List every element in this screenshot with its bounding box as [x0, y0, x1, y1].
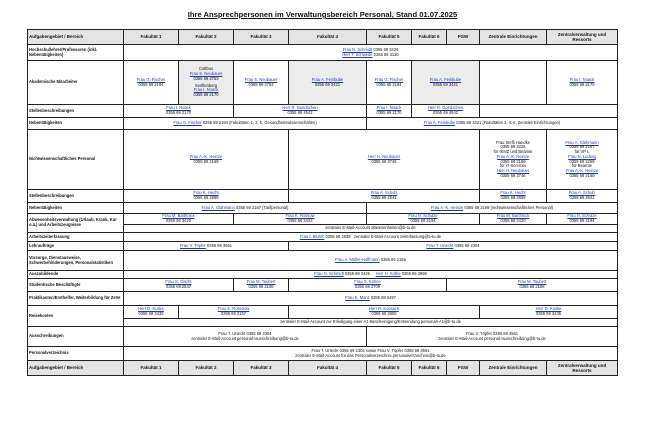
contact-link[interactable]: Herr H. Neubauer	[367, 153, 401, 159]
row-label: Nichtwissenschaftliches Personal	[28, 130, 124, 190]
contact-link[interactable]: Frau M. Barthnick	[162, 213, 195, 219]
contact-cell	[289, 61, 367, 105]
contact-cell	[124, 203, 367, 214]
col-header: Fakultät 6	[412, 30, 447, 45]
contact-link[interactable]: Frau I. Noack	[193, 87, 219, 93]
col-header: FGW	[447, 30, 480, 45]
contact-link[interactable]: Herr R. Kossack	[369, 306, 399, 312]
contact-cell	[367, 118, 618, 130]
phone-number: 0355 69 4541	[371, 195, 397, 200]
table-row	[28, 279, 618, 292]
table-row	[28, 118, 618, 130]
phone-number: 0355 69 2169	[193, 158, 219, 164]
table-row	[28, 190, 618, 203]
contact-cell	[480, 105, 618, 118]
phone-number: 0355 69 3561	[207, 242, 233, 248]
phone-number: 0355 69 3420	[500, 218, 526, 223]
contact-cell	[124, 306, 179, 319]
contact-cell	[367, 327, 618, 347]
phone-number: 0355 69 2899	[193, 195, 219, 200]
contact-cell	[547, 130, 618, 190]
contact-cell	[547, 61, 618, 105]
phone-number: 0355 69 2170	[193, 91, 219, 97]
col-header: Fakultät 1	[124, 361, 179, 376]
contact-link[interactable]: Frau M. Taubert	[246, 279, 276, 285]
email-note[interactable]: zentraler E-Mail-Account abwesenheiten@b-tu.de	[124, 225, 618, 233]
row-label: Auszubildende	[28, 271, 124, 279]
contact-link[interactable]: Frau N. Schulze	[567, 213, 597, 219]
contact-cell	[124, 347, 618, 361]
contact-text: Frau T. Urtecht 0355 69 2304	[218, 330, 272, 336]
contact-cell	[124, 214, 234, 225]
responsibility-label: für IKMZ und Beamte	[493, 149, 533, 155]
phone-number: 0355 69 2169	[500, 158, 526, 164]
col-header: Zentralverwaltung und Ressorts	[547, 361, 618, 376]
page-title: Ihre Ansprechpersonen im Verwaltungsbereich Personal, Stand 01.07.2025	[187, 10, 458, 19]
col-header: Zentrale Einrichtungen	[480, 30, 547, 45]
contact-link[interactable]: Frau A. Feinbube	[423, 120, 456, 126]
col-header: Aufgabengebiet / Bereich	[28, 361, 124, 376]
col-header: Zentralverwaltung und Ressorts	[547, 30, 618, 45]
contact-cell	[289, 190, 480, 203]
phone-number: 0355 69 3130	[373, 51, 399, 57]
contact-cell	[480, 190, 547, 203]
contact-cell	[124, 45, 618, 61]
row-label: Stellenbeschreibungen	[28, 190, 124, 203]
contact-link[interactable]: Frau A. Schulz	[568, 190, 596, 196]
responsibility-label: für Beamte	[571, 163, 593, 169]
contact-link[interactable]: Frau G. Fischer	[173, 120, 202, 126]
phone-number: 0355 69 3753	[248, 81, 274, 87]
col-header: Aufgabengebiet / Bereich	[28, 30, 124, 45]
responsibility-label: für IT-Services	[499, 163, 527, 169]
col-header: Fakultät 3	[234, 30, 289, 45]
contact-link[interactable]: Frau G. Fischer	[374, 76, 404, 82]
row-label: Nebentätigkeiten	[28, 118, 124, 130]
contact-cell	[124, 271, 618, 279]
table-row	[28, 130, 618, 190]
contact-link[interactable]: Frau N. Ludwig	[568, 153, 596, 159]
row-label: Lehraufträge	[28, 242, 124, 251]
row-label: Ausschreibungen	[28, 327, 124, 347]
contact-link[interactable]: Frau A. Müller-Hoffmann	[335, 257, 380, 263]
row-label: Vorsorge, Dienstausweise, Schwerbehinderungen, Personalstatistiken	[28, 251, 124, 271]
contact-cell	[480, 306, 618, 319]
contact-link[interactable]: Frau S. Rosenow	[217, 306, 250, 312]
contact-cell	[547, 190, 618, 203]
phone-number: 0355 69 3746	[371, 158, 397, 164]
phone-number: 0355 69 3421 (Fakultäten 3, 4, 6, Zentrale Einrichtungen)	[456, 120, 561, 126]
contact-cell	[234, 279, 289, 292]
contact-link[interactable]: Herr T. Schwede	[342, 51, 373, 57]
contact-link[interactable]: Herr R. Goedschen	[427, 105, 464, 111]
phone-number: 0355 69 2898	[401, 271, 427, 277]
col-header: Fakultät 3	[234, 361, 289, 376]
col-header: Fakultät 1	[124, 30, 179, 45]
col-header: Fakultät 4	[289, 30, 367, 45]
contact-link[interactable]: Frau S. Kühne	[354, 279, 381, 285]
location-label: Cottbus	[198, 66, 214, 72]
phone-number: 0355 69 2899	[500, 195, 526, 200]
phone-number: 0355 69 2184	[376, 81, 402, 87]
contact-cell	[480, 214, 547, 225]
phone-number: 0355 69 3426	[373, 46, 399, 52]
phone-number: 0355 69 3426	[344, 271, 370, 277]
col-header: Fakultät 5	[367, 361, 412, 376]
table-row	[28, 242, 618, 251]
contact-link[interactable]: Frau N. Schulze	[408, 213, 438, 219]
row-label: Stellenbeschreibungen	[28, 105, 124, 118]
contact-link[interactable]: Herr H. Neubauer	[496, 167, 530, 173]
contact-text: Frau T. Urtecht 0355 69 2304 sowie Frau V. Töpfer 0355 69 3561	[311, 347, 430, 353]
contact-link[interactable]: Frau A. Glahmann	[201, 204, 235, 210]
table-row	[28, 292, 618, 306]
phone-number: 0355 69 2194	[410, 218, 436, 223]
contact-cell	[367, 61, 412, 105]
col-header: FGW	[447, 361, 480, 376]
contact-link[interactable]: Herr D. Kuske	[535, 306, 562, 312]
contact-cell	[480, 130, 547, 190]
contact-link[interactable]: Frau A. Feinbube	[311, 76, 344, 82]
col-header: Zentrale Einrichtungen	[480, 361, 547, 376]
table-row	[28, 203, 618, 214]
contact-link[interactable]: Herr H. Kothe	[375, 271, 401, 277]
phone-number: 0355 69 2169 (nichtwissenschaftliches Personal)	[464, 204, 554, 210]
row-label: Nebentätigkeiten	[28, 203, 124, 214]
contact-link[interactable]: Frau I. Bluhm	[299, 233, 325, 239]
contact-cell	[124, 292, 618, 306]
contact-link[interactable]: Frau A.-K. Heinze	[430, 204, 464, 210]
contact-cell	[124, 242, 289, 251]
phone-number: 0355 69 4541	[569, 195, 595, 200]
table-row	[28, 61, 618, 105]
contact-cell	[289, 130, 480, 190]
contact-link[interactable]: Frau N. Schmidt	[314, 271, 344, 277]
contact-link[interactable]: Herr D. Kuske	[138, 306, 164, 312]
table-row	[28, 214, 618, 225]
contact-cell	[234, 214, 367, 225]
phone-number: 0355 69 3753	[193, 75, 219, 81]
row-label: Akademische Mitarbeiter	[28, 61, 124, 105]
phone-number: 0355 69 2639	[325, 233, 351, 239]
contact-cell	[367, 203, 618, 214]
email-note[interactable]: zentraler E-Mail-Account zeiterfassung@b-tu.de	[353, 233, 442, 239]
row-label: Abwesenheitsverwaltung (Urlaub, Krank, Kur o.ä.) und Arbeitszeugnisse	[28, 214, 124, 233]
phone-number: 0355 69 3497	[370, 295, 396, 301]
contact-cell	[447, 279, 618, 292]
contact-link[interactable]: Frau A. Glahmann	[565, 139, 599, 145]
contact-link[interactable]: Frau I. Noack	[166, 105, 191, 111]
phone-number: 0355 69 4542	[432, 110, 459, 115]
contact-cell	[124, 190, 289, 203]
phone-number: 0355 69 2304	[454, 242, 480, 248]
contact-link[interactable]: Frau K. Hecht	[193, 190, 219, 196]
phone-number: 0355 69 3423	[287, 218, 313, 223]
contact-link[interactable]: Frau T. Urtecht	[426, 242, 454, 248]
contact-cell	[234, 61, 289, 105]
contact-cell	[234, 105, 367, 118]
contact-cell	[124, 118, 367, 130]
header-row	[28, 30, 618, 45]
contact-link[interactable]: Frau G. Fischer	[136, 76, 166, 82]
contact-link[interactable]: Frau M. Taubert	[517, 279, 547, 285]
col-header: Fakultät 5	[367, 30, 412, 45]
contact-cell	[124, 279, 234, 292]
contact-link[interactable]: Frau I. Noack	[569, 76, 595, 82]
phone-number: 0355 69 2167	[569, 144, 595, 150]
phone-number: 0355 69 2184 (Fakultäten 1, 2, 5, Gesundheitswissenschaften)	[202, 120, 317, 126]
table-row	[28, 271, 618, 279]
phone-number: 0355 69 3421	[314, 81, 341, 87]
contact-link[interactable]: Frau I. Noack	[376, 105, 402, 111]
phone-number: 0355 69 3435	[138, 311, 164, 316]
contact-cell	[289, 279, 447, 292]
table-row	[28, 306, 618, 319]
phone-number: 0355 69 2157	[220, 311, 247, 316]
phone-number: 0355 69 3420	[165, 218, 192, 223]
email-note[interactable]: zentraler E-Mail-Account personal+ausschreibung@b-tu.de	[438, 335, 546, 341]
phone-number: 0355 69 2170	[376, 110, 402, 115]
contact-link[interactable]: Frau S. Gischt	[165, 279, 192, 285]
row-label: Hochschullehrer/Professoren (inkl. Nebentätigkeiten)	[28, 45, 124, 61]
row-label: Arbeitszeiterfassung	[28, 233, 124, 242]
phone-number: 0355 69 2167 (Tarifpersonal)	[236, 204, 289, 210]
email-note[interactable]: zentraler E-Mail-Account für das Personalverzeichnis personalverzeichnis@b-tu.de	[295, 352, 446, 358]
contact-cell	[412, 105, 480, 118]
phone-number: 0355 69 2170	[165, 110, 192, 115]
col-header: Fakultät 2	[179, 30, 234, 45]
contact-cell	[289, 242, 618, 251]
location-label: Senftenberg	[194, 82, 218, 88]
contact-cell	[124, 105, 234, 118]
row-label: Studentische Beschäftigte	[28, 279, 124, 292]
phone-number: 0355 69 3225	[500, 144, 526, 150]
email-note[interactable]: zentraler E-Mail-Account personal+ausschreibung@b-tu.de	[191, 335, 299, 341]
contact-cell	[124, 61, 179, 105]
table-row	[28, 251, 618, 271]
table-row	[28, 45, 618, 61]
phone-number: 0355 69 3709	[354, 284, 381, 289]
contact-link[interactable]: Frau A.-K. Heinze	[565, 167, 599, 173]
contact-cell	[412, 61, 480, 105]
table-row	[28, 347, 618, 361]
phone-number: 0355 69 2805	[371, 311, 397, 316]
contact-link[interactable]: Frau S. Neubauer	[189, 71, 223, 77]
phone-number: 0355 69 3421	[432, 81, 459, 87]
phone-number: 0355 69 2108	[519, 284, 545, 289]
phone-number: 0355 69 2847	[165, 284, 192, 289]
col-header: Fakultät 6	[412, 361, 447, 376]
contact-link[interactable]: Frau A.-K. Heinze	[496, 153, 530, 159]
contact-cell	[480, 61, 547, 105]
phone-number: 0355 69 2194	[569, 218, 595, 223]
phone-number: 0355 69 2108	[248, 284, 274, 289]
footer-header-row	[28, 361, 618, 376]
phone-number: 0355 69 2184	[138, 81, 164, 87]
table-row	[28, 233, 618, 242]
email-note[interactable]: zentraler E-Mail-Account zur Erledigung einer A1-Bescheinigung/Entsendung personal+A1@b-tu.de	[124, 319, 618, 327]
contact-cell	[124, 233, 618, 242]
row-label: Personalverzeichnis	[28, 347, 124, 361]
contact-link[interactable]: Frau M. Barthnick	[496, 213, 530, 219]
responsibility-label: für VP L	[574, 149, 590, 155]
contact-cell	[289, 306, 480, 319]
contact-cell	[124, 130, 289, 190]
contact-table	[27, 29, 618, 376]
table-row	[28, 327, 618, 347]
contact-link[interactable]: Frau A. Feinbube	[429, 76, 462, 82]
contact-link[interactable]: Frau N. Schmidt	[342, 46, 373, 52]
contact-cell	[179, 61, 234, 105]
phone-number: 0355 69 2259	[569, 158, 595, 164]
contact-cell	[367, 214, 480, 225]
contact-cell	[547, 214, 618, 225]
contact-cell	[367, 105, 412, 118]
phone-number: 0355 69 3746	[500, 172, 526, 178]
contact-text: Frau Steffi Handke	[495, 139, 531, 145]
contact-link[interactable]: Frau A.-K. Heinze	[189, 153, 223, 159]
contact-link[interactable]: Frau E. Manz	[345, 295, 370, 301]
phone-number: 0355 69 2170	[569, 81, 595, 87]
row-label: Reisekosten	[28, 306, 124, 327]
contact-cell	[124, 327, 367, 347]
contact-link[interactable]: Herr R. Goedschen	[282, 105, 318, 111]
phone-number: 0355 69 2166	[380, 257, 406, 263]
row-label: Praktikanten/Ersthelfer, Weiterbildung für ZeVe	[28, 292, 124, 306]
table-row	[28, 105, 618, 118]
contact-cell	[124, 251, 618, 271]
contact-text: Frau V. Töpfer 0355 69 3561	[465, 330, 519, 336]
contact-link[interactable]: Frau S. Neubauer	[244, 76, 278, 82]
col-header: Fakultät 4	[289, 361, 367, 376]
contact-cell	[179, 306, 289, 319]
phone-number: 0355 69 3435	[535, 311, 562, 316]
contact-link[interactable]: Frau K. Rossow	[285, 213, 315, 219]
contact-link[interactable]: Frau A. Schulz	[370, 190, 398, 196]
contact-link[interactable]: Frau V. Töpfer	[179, 242, 206, 248]
phone-number: 0355 69 4542	[287, 110, 313, 115]
phone-number: 0355 69 2169	[569, 172, 595, 178]
contact-link[interactable]: Frau K. Hecht	[500, 190, 526, 196]
col-header: Fakultät 2	[179, 361, 234, 376]
